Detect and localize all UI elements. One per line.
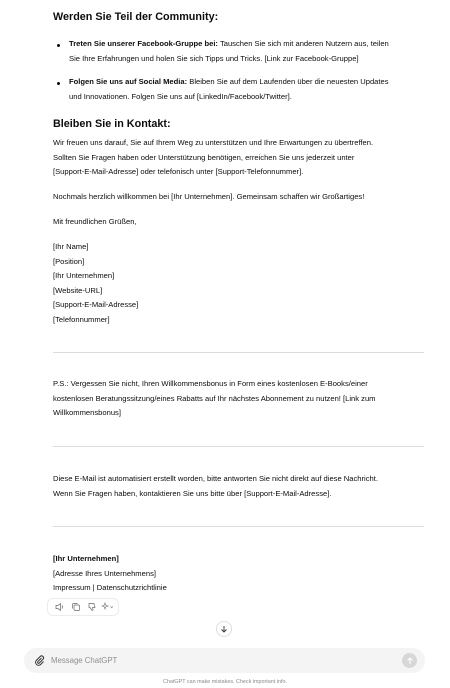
scroll-down-button[interactable]	[216, 621, 232, 637]
signature-phone: [Telefonnummer]	[53, 314, 110, 324]
sparkle-icon[interactable]	[101, 601, 114, 614]
paragraph-line: Willkommensbonus]	[53, 408, 121, 418]
message-input[interactable]	[51, 654, 381, 667]
contact-paragraph	[53, 136, 425, 180]
arrow-up-icon	[406, 657, 414, 665]
list-item-bold: Treten Sie unserer Facebook-Gruppe bei:	[69, 39, 218, 48]
signature-position: [Position]	[53, 256, 85, 266]
speaker-icon[interactable]	[53, 601, 66, 614]
signature-website: [Website-URL]	[53, 285, 103, 295]
community-heading: Werden Sie Teil der Community:	[53, 11, 219, 23]
paragraph-line: Diese E-Mail ist automatisiert erstellt worden, bitte antworten Sie nicht direkt auf diese Nachricht.	[53, 474, 378, 483]
message-actions	[47, 598, 119, 616]
contact-heading: Bleiben Sie in Kontakt:	[53, 118, 171, 130]
divider	[53, 526, 424, 527]
disclaimer: ChatGPT can make mistakes. Check important info.	[163, 679, 287, 685]
signature-company: [Ihr Unternehmen]	[53, 271, 115, 281]
list-item-bold: Folgen Sie uns auf Social Media:	[69, 77, 188, 86]
footer-address: [Adresse Ihres Unternehmens]	[53, 568, 156, 578]
list-item-text: Sie Ihre Erfahrungen und holen Sie sich Tipps und Tricks. [Link zur Facebook-Gruppe]	[69, 53, 359, 63]
footer-company: [Ihr Unternehmen]	[53, 554, 119, 563]
auto-notice	[53, 472, 425, 501]
list-item-text: Tauschen Sie sich mit anderen Nutzern aus, teilen	[217, 39, 389, 48]
paragraph-line: Nochmals herzlich willkommen bei [Ihr Unternehmen]. Gemeinsam schaffen wir Großartiges!	[53, 192, 365, 201]
arrow-down-icon	[220, 625, 228, 633]
signature-block	[53, 240, 425, 328]
paperclip-icon[interactable]	[33, 654, 46, 667]
paragraph-line: Mit freundlichen Grüßen,	[53, 217, 137, 226]
send-button[interactable]	[402, 653, 417, 668]
paragraph-line: [Support-E-Mail-Adresse] oder telefonisch unter [Support-Telefonnummer].	[53, 167, 304, 177]
divider	[53, 352, 424, 353]
paragraph-line: Wenn Sie Fragen haben, kontaktieren Sie uns bitte über [Support-E-Mail-Adresse].	[53, 488, 332, 498]
list-item-text: Bleiben Sie auf dem Laufenden über die neuesten Updates	[187, 77, 389, 86]
greeting	[53, 215, 425, 230]
copy-icon[interactable]	[69, 601, 82, 614]
list-item-social-media	[69, 75, 425, 104]
paragraph-line: Wir freuen uns darauf, Sie auf Ihrem Weg zu unterstützen und Ihre Erwartungen zu übertreffen.	[53, 138, 374, 147]
list-item-text: und Innovationen. Folgen Sie uns auf [LinkedIn/Facebook/Twitter].	[69, 91, 292, 101]
paragraph-line: P.S.: Vergessen Sie nicht, Ihren Willkommensbonus in Form eines kostenlosen E-Books/einer	[53, 379, 368, 388]
list-item-facebook	[69, 37, 425, 66]
footer-links: Impressum | Datenschutzrichtlinie	[53, 583, 167, 593]
signature-name: [Ihr Name]	[53, 242, 89, 251]
ps-paragraph	[53, 377, 425, 421]
paragraph-line: Sollten Sie Fragen haben oder Unterstützung benötigen, erreichen Sie uns jederzeit unter	[53, 152, 355, 162]
thumbs-down-icon[interactable]	[85, 601, 98, 614]
footer-block	[53, 552, 425, 596]
signature-email: [Support-E-Mail-Adresse]	[53, 300, 139, 310]
closing-line	[53, 190, 425, 205]
bullet-dot	[57, 44, 60, 47]
bullet-dot	[57, 82, 60, 85]
divider	[53, 446, 424, 447]
paragraph-line: kostenlosen Beratungssitzung/eines Rabatts auf Ihr nächstes Abonnement zu nutzen! [Link zum	[53, 393, 376, 403]
composer	[24, 648, 425, 673]
